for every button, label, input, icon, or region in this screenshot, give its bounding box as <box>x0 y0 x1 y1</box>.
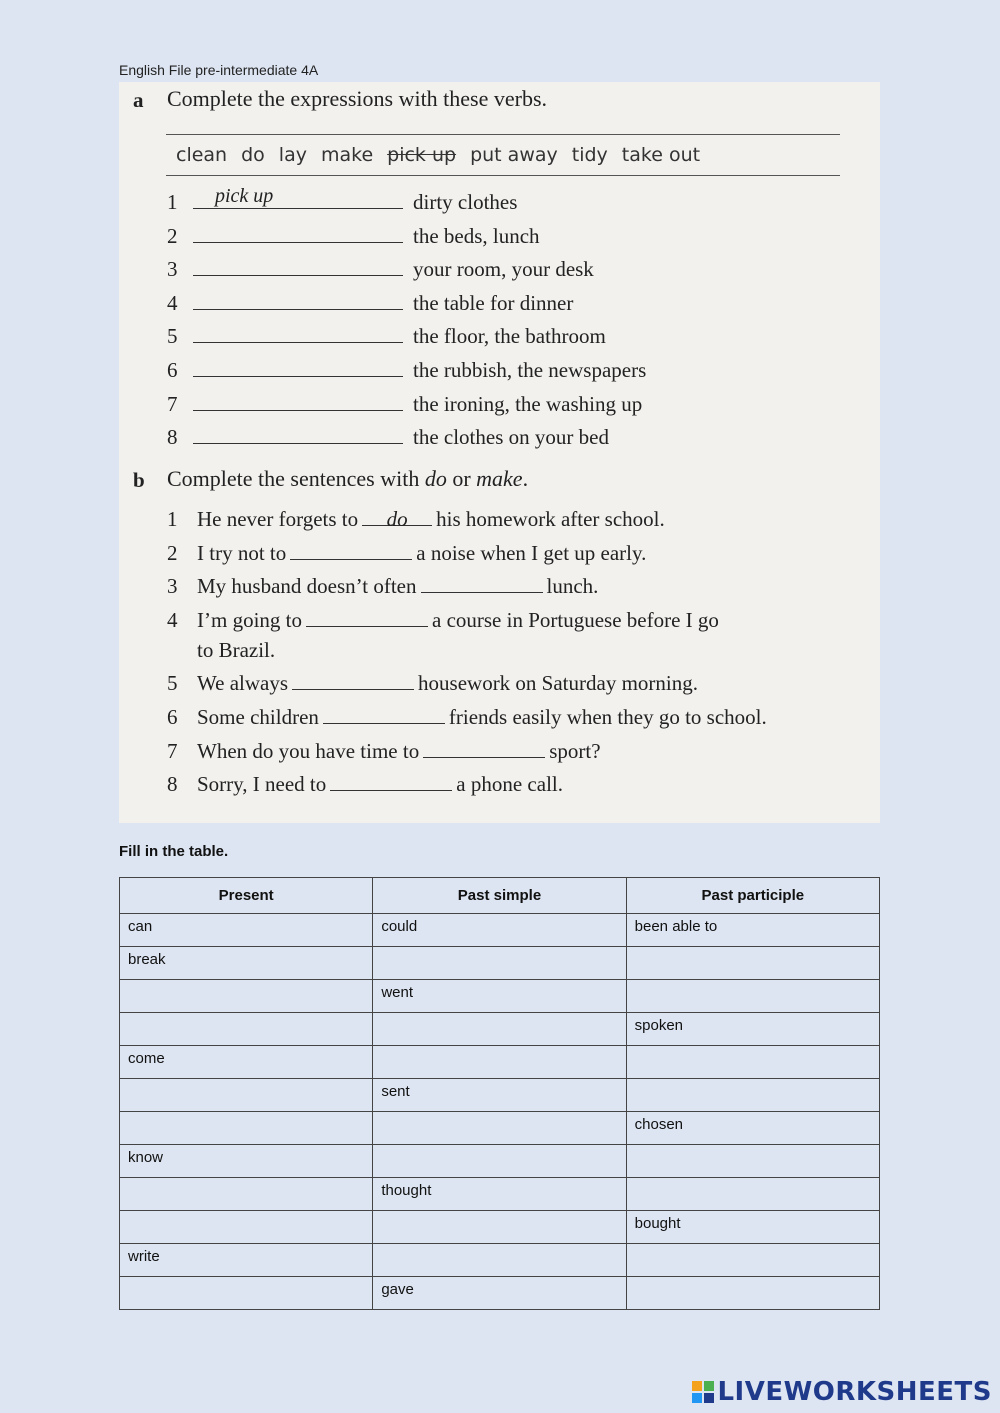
sentence-item <box>167 574 598 599</box>
past-participle-cell: chosen <box>626 1112 879 1145</box>
past-simple-cell: went <box>373 980 626 1013</box>
section-b-title <box>167 466 528 492</box>
sentence-answer-blank[interactable]: do <box>362 507 432 526</box>
word-bank-item: lay <box>278 144 307 166</box>
sentence-number: 6 <box>167 705 178 729</box>
table-row <box>120 1046 880 1079</box>
past-participle-cell: bought <box>626 1211 879 1244</box>
present-cell[interactable] <box>120 1211 373 1244</box>
present-cell: come <box>120 1046 373 1079</box>
table-row <box>120 980 880 1013</box>
expression-number: 3 <box>167 257 178 282</box>
word-bank-item: clean <box>176 144 228 166</box>
sentence-answer-blank[interactable] <box>323 705 445 724</box>
sentence-after: housework on Saturday morning. <box>418 671 698 695</box>
table-row <box>120 1244 880 1277</box>
past-participle-cell[interactable] <box>626 947 879 980</box>
sentence-before: I’m going to <box>197 608 302 632</box>
expression-answer-blank[interactable] <box>193 186 403 209</box>
sentence-number: 1 <box>167 507 178 531</box>
sentence-before: We always <box>197 671 289 695</box>
table-row <box>120 914 880 947</box>
past-participle-cell[interactable] <box>626 980 879 1013</box>
table-row <box>120 1079 880 1112</box>
expression-text: your room, your desk <box>413 257 594 282</box>
scanned-exercise <box>119 82 880 823</box>
expression-item <box>167 320 606 350</box>
word-bank <box>166 134 840 176</box>
present-cell[interactable] <box>120 1079 373 1112</box>
past-simple-cell: could <box>373 914 626 947</box>
brand-watermark <box>691 1377 992 1407</box>
sentence-number: 3 <box>167 574 178 598</box>
sentence-after: lunch. <box>546 574 599 598</box>
expression-text: the rubbish, the newspapers <box>413 358 647 382</box>
expression-number: 4 <box>167 290 178 315</box>
past-simple-cell[interactable] <box>373 1244 626 1277</box>
sentence-number: 8 <box>167 772 178 796</box>
past-simple-cell[interactable] <box>373 1013 626 1046</box>
expression-item <box>167 220 540 250</box>
expression-item <box>167 253 594 283</box>
expression-answer-blank[interactable] <box>193 320 403 343</box>
present-cell: break <box>120 947 373 980</box>
sentence-answer-blank[interactable] <box>421 574 543 593</box>
expression-number: 7 <box>167 391 178 416</box>
expression-answer-blank[interactable] <box>193 421 403 444</box>
table-row <box>120 947 880 980</box>
verb-table <box>119 877 880 1310</box>
section-a-title: Complete the expressions with these verbs. <box>167 86 548 111</box>
sentence-after: sport? <box>549 739 601 763</box>
verb-table-header-row <box>120 878 880 914</box>
sentence-answer-blank[interactable] <box>290 541 412 560</box>
sentence-answer-blank[interactable] <box>423 739 545 758</box>
sentence-continuation: to Brazil. <box>197 638 276 662</box>
table-row <box>120 1112 880 1145</box>
expression-item <box>167 354 646 384</box>
expression-text: the table for dinner <box>413 290 574 315</box>
expression-text: the floor, the bathroom <box>413 324 606 349</box>
sentence-after: a course in Portuguese before I go <box>432 608 719 632</box>
expression-answer-blank[interactable] <box>193 388 403 411</box>
sentence-number: 5 <box>167 671 178 695</box>
present-cell: write <box>120 1244 373 1277</box>
expression-answer-blank[interactable] <box>193 220 403 243</box>
sentence-number: 4 <box>167 608 178 632</box>
expression-item <box>167 186 517 216</box>
past-participle-cell: been able to <box>626 914 879 947</box>
present-cell[interactable] <box>120 1112 373 1145</box>
sentence-item <box>167 772 563 797</box>
expression-number: 6 <box>167 358 178 382</box>
expression-number: 2 <box>167 223 178 248</box>
present-cell[interactable] <box>120 1277 373 1310</box>
word-bank-item: make <box>320 144 374 166</box>
expression-answer-blank[interactable] <box>193 253 403 276</box>
sentence-item <box>167 541 646 566</box>
sentence-after: a phone call. <box>456 772 563 796</box>
sentence-item <box>167 671 698 696</box>
past-participle-cell[interactable] <box>626 1244 879 1277</box>
sentence-before: When do you have time to <box>197 739 420 763</box>
section-b-title-mid: or <box>446 466 477 491</box>
past-simple-cell[interactable] <box>373 1046 626 1079</box>
past-simple-cell[interactable] <box>373 1145 626 1178</box>
expression-number: 5 <box>167 324 178 349</box>
section-b-title-post: . <box>522 466 529 491</box>
header-past-participle: Past participle <box>626 878 879 914</box>
sentence-answer-blank[interactable] <box>306 608 428 627</box>
sentence-number: 2 <box>167 541 178 565</box>
expression-text: the ironing, the washing up <box>413 391 643 416</box>
past-participle-cell: spoken <box>626 1013 879 1046</box>
word-bank-item: put away <box>470 144 558 166</box>
past-simple-cell: sent <box>373 1079 626 1112</box>
table-instruction: Fill in the table. <box>119 843 229 860</box>
sentence-before: My husband doesn’t often <box>197 574 417 598</box>
table-row <box>120 1178 880 1211</box>
word-bank-item: do <box>241 144 265 166</box>
expression-item <box>167 421 609 451</box>
section-b-letter: b <box>133 468 145 492</box>
past-participle-cell[interactable] <box>626 1079 879 1112</box>
expression-answer-blank[interactable] <box>193 354 403 377</box>
sentence-after: a noise when I get up early. <box>416 541 647 565</box>
past-participle-cell[interactable] <box>626 1178 879 1211</box>
sentence-before: I try not to <box>197 541 287 565</box>
past-simple-cell[interactable] <box>373 1211 626 1244</box>
past-simple-cell: thought <box>373 1178 626 1211</box>
table-row <box>120 1211 880 1244</box>
sentence-answer-blank[interactable] <box>330 772 452 791</box>
expression-number: 8 <box>167 425 178 450</box>
table-row <box>120 1277 880 1310</box>
expression-text: dirty clothes <box>413 190 518 214</box>
expression-item <box>167 287 573 317</box>
table-row <box>120 1145 880 1178</box>
sentence-item <box>167 507 665 532</box>
table-row <box>120 1013 880 1046</box>
expression-answer-blank[interactable] <box>193 287 403 310</box>
expression-text: the beds, lunch <box>413 223 540 248</box>
word-bank-item: take out <box>621 144 701 166</box>
sentence-item <box>167 739 601 764</box>
sentence-before: Some children <box>197 705 319 729</box>
word-bank-item: pick up <box>387 144 457 166</box>
sentence-before: He never forgets to <box>197 507 359 531</box>
past-simple-cell[interactable] <box>373 1112 626 1145</box>
expression-number: 1 <box>167 190 178 214</box>
past-simple-cell[interactable] <box>373 947 626 980</box>
word-bank-item: tidy <box>571 144 608 166</box>
expression-item <box>167 388 642 418</box>
past-participle-cell[interactable] <box>626 1145 879 1178</box>
sentence-after: his homework after school. <box>436 507 665 531</box>
section-a-letter: a <box>133 88 144 112</box>
present-cell[interactable] <box>120 980 373 1013</box>
header-past-simple: Past simple <box>373 878 626 914</box>
sentence-item <box>167 608 719 633</box>
liveworksheets-logo-icon <box>691 1380 715 1404</box>
present-cell: can <box>120 914 373 947</box>
section-b-title-pre: Complete the sentences with <box>167 466 425 491</box>
present-cell[interactable] <box>120 1178 373 1211</box>
past-participle-cell[interactable] <box>626 1046 879 1079</box>
past-simple-cell: gave <box>373 1277 626 1310</box>
page-header: English File pre-intermediate 4A <box>119 62 319 78</box>
section-b-title-make: make <box>476 466 523 491</box>
sentence-after: friends easily when they go to school. <box>448 705 767 729</box>
past-participle-cell[interactable] <box>626 1277 879 1310</box>
expression-text: the clothes on your bed <box>413 425 609 450</box>
present-cell[interactable] <box>120 1013 373 1046</box>
sentence-number: 7 <box>167 739 178 763</box>
sentence-item <box>167 705 767 730</box>
sentence-answer-blank[interactable] <box>292 671 414 690</box>
sentence-before: Sorry, I need to <box>197 772 327 796</box>
present-cell: know <box>120 1145 373 1178</box>
brand-text: LIVEWORKSHEETS <box>717 1377 992 1407</box>
header-present: Present <box>120 878 373 914</box>
section-b-title-do: do <box>424 466 447 491</box>
expression-answer: pick up <box>215 185 274 207</box>
